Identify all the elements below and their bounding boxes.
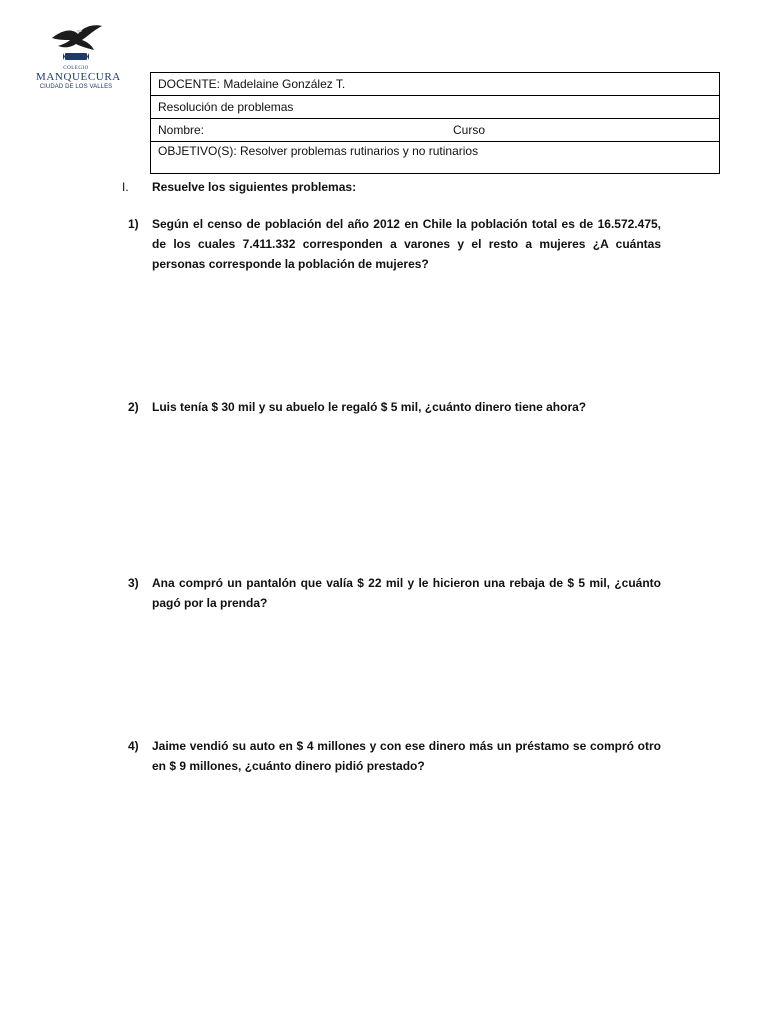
problem-number: 4) bbox=[128, 739, 139, 753]
docente-cell: DOCENTE: Madelaine González T. bbox=[151, 73, 720, 96]
problem-item bbox=[128, 214, 661, 274]
problem-text: Luis tenía $ 30 mil y su abuelo le regaló $ 5 mil, ¿cuánto dinero tiene ahora? bbox=[152, 400, 587, 414]
problem-text: Según el censo de población del año 2012 en Chile la población total es de 16.572.475, de los cuales 7.411.332 corresponden a varones y el resto a mujeres ¿A cuántas personas corresponde la población de mujeres? bbox=[152, 217, 661, 271]
problem-item bbox=[128, 573, 661, 613]
problem-number: 2) bbox=[128, 400, 139, 414]
nombre-label: Nombre: bbox=[158, 123, 205, 137]
problem-text: Jaime vendió su auto en $ 4 millones y con ese dinero más un préstamo se compró otro en $ 9 millones, ¿cuánto dinero pidió prestado? bbox=[152, 739, 661, 773]
section-number: I. bbox=[122, 180, 129, 194]
header-table bbox=[150, 72, 720, 174]
problem-text: Ana compró un pantalón que valía $ 22 mil y le hicieron una rebaja de $ 5 mil, ¿cuánto pagó por la prenda? bbox=[152, 576, 661, 610]
curso-label: Curso bbox=[453, 123, 486, 137]
problem-number: 1) bbox=[128, 217, 139, 231]
school-city: CIUDAD DE LOS VALLES bbox=[39, 84, 113, 90]
nombre-curso-cell[interactable] bbox=[151, 119, 720, 142]
problem-item bbox=[128, 397, 661, 417]
titulo-cell: Resolución de problemas bbox=[151, 96, 720, 119]
objetivo-cell: OBJETIVO(S): Resolver problemas rutinarios y no rutinarios bbox=[151, 142, 720, 174]
school-logo bbox=[36, 22, 121, 92]
condor-icon bbox=[48, 22, 104, 64]
section-title: Resuelve los siguientes problemas: bbox=[152, 180, 357, 194]
section-heading bbox=[122, 180, 356, 194]
school-name: MANQUECURA bbox=[36, 71, 121, 83]
problem-item bbox=[128, 736, 661, 776]
school-small-label: COLEGIO bbox=[63, 66, 89, 71]
problem-number: 3) bbox=[128, 576, 139, 590]
